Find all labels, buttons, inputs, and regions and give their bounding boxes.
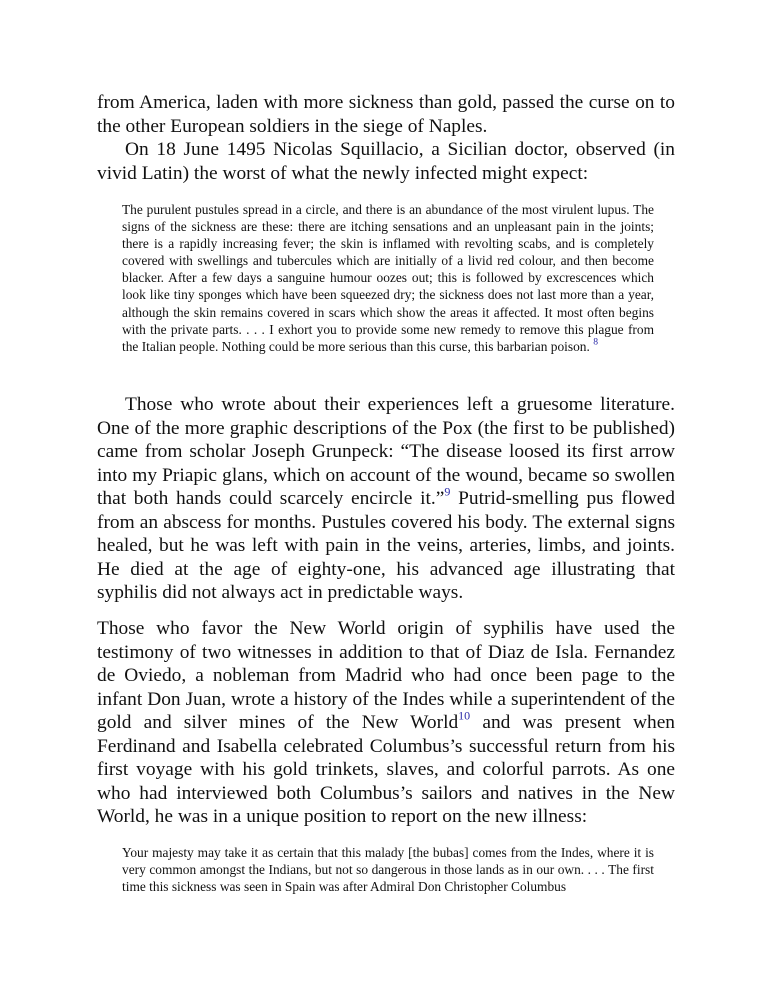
paragraph-text: Putrid-smelling pus flowed from an abscess for months. Pustules covered his body. The external signs healed, but he was left with pain in the veins, arteries, limbs, and joints. He died at the age of eighty-one, his advanced age illustrating that syphilis did not always act in predictable ways.	[97, 488, 675, 603]
paragraph-grunpeck	[97, 393, 675, 605]
footnote-ref-9[interactable]: 9	[444, 484, 451, 499]
paragraph-text: and was present when Ferdinand and Isabella celebrated Columbus’s successful return from his first voyage with his gold trinkets, slaves, and colorful parrots. As one who had interviewed both Columbus’s sailors and natives in the New World, he was in a unique position to report on the new illness:	[97, 712, 675, 827]
footnote-ref-10[interactable]: 10	[458, 708, 471, 723]
paragraph-text: Those who wrote about their experiences left a gruesome literature. One of the more graphic descriptions of the Pox (the first to be published) came from scholar Joseph Grunpeck: “The disease loosed its first arrow into my Priapic glans, which on account of the wound, became so swollen that both hands could scarcely encircle it.”	[97, 394, 675, 509]
paragraph-oviedo	[97, 617, 675, 829]
quote-text: The purulent pustules spread in a circle, and there is an abundance of the most virulent lupus. The signs of the sickness are these: there are itching sensations and an unpleasant pain in the joints; there is a rapidly increasing fever; the skin is inflamed with revolting scabs, and is completely covered with swellings and tubercules which are initially of a livid red colour, and then become blacker. After a few days a sanguine humour oozes out; this is followed by excrescences which look like tiny sponges which have been squeezed dry; the sickness does not last more than a year, although the skin remains covered in scars which show the areas it affected. It most often begins with the private parts. . . . I exhort you to provide some new remedy to remove this plague from the Italian people. Nothing could be more serious than this curse, this barbarian poison.	[122, 202, 654, 354]
block-quote-oviedo: Your majesty may take it as certain that this malady [the bubas] comes from the Indes, where it is very common amongst the Indians, but not so dangerous in those lands as in our own. . . . The first time this sickness was seen in Spain was after Admiral Don Christopher Columbus	[122, 845, 654, 895]
block-quote-squillacio	[122, 201, 654, 355]
paragraph-squillacio: On 18 June 1495 Nicolas Squillacio, a Sicilian doctor, observed (in vivid Latin) the worst of what the newly infected might expect:	[97, 139, 675, 184]
paragraph-continuation: from America, laden with more sickness than gold, passed the curse on to the other European soldiers in the siege of Naples.	[97, 92, 675, 137]
footnote-ref-8[interactable]: 8	[593, 336, 598, 347]
paragraph-text: Those who favor the New World origin of syphilis have used the testimony of two witnesses in addition to that of Diaz de Isla. Fernandez de Oviedo, a nobleman from Madrid who had once been page to the infant Don Juan, wrote a history of the Indes while a superintendent of the gold and silver mines of the New World	[97, 618, 675, 733]
